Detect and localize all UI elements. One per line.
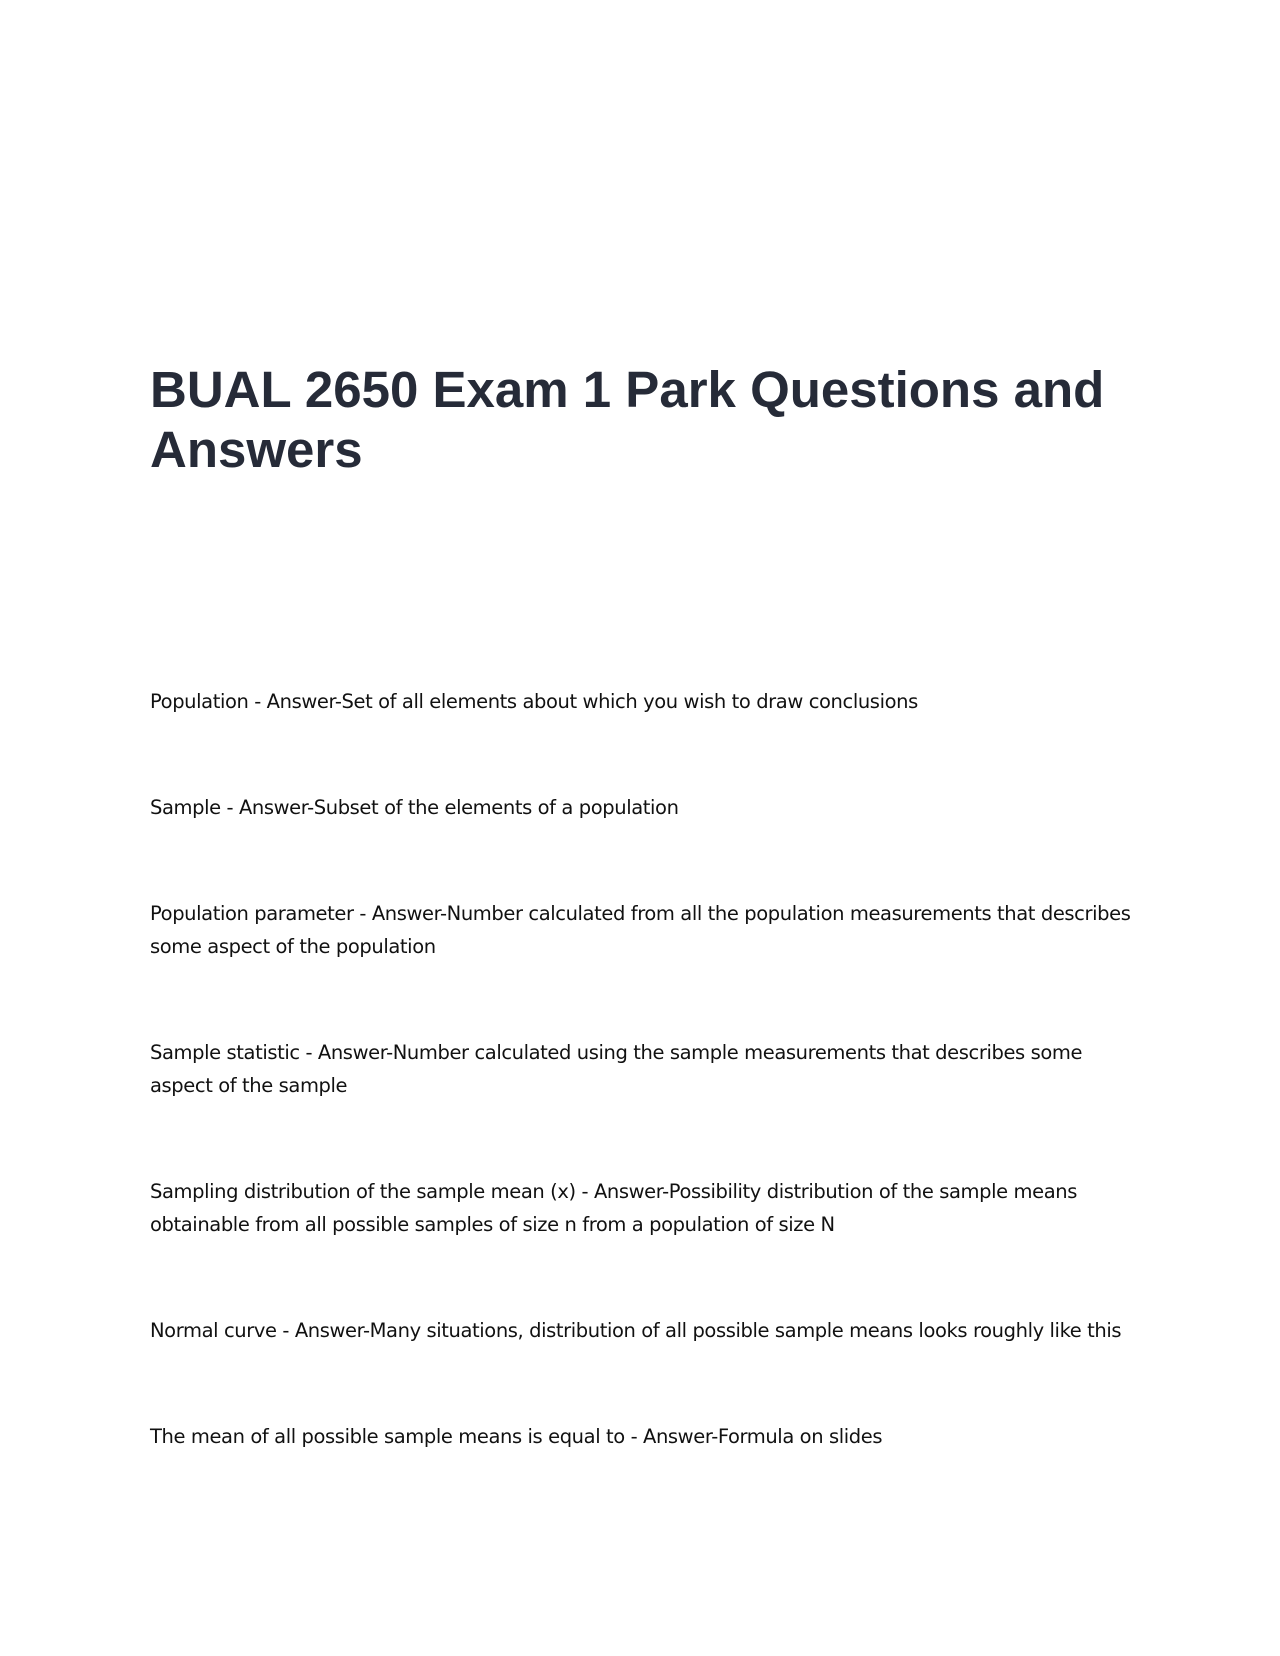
qa-item-population-parameter: Population parameter - Answer-Number calculated from all the population measurements that describes some aspect of the population — [150, 902, 1131, 958]
qa-item-normal-curve: Normal curve - Answer-Many situations, distribution of all possible sample means looks roughly like this — [150, 1319, 1122, 1342]
qa-item-sample: Sample - Answer-Subset of the elements of a population — [150, 796, 679, 819]
qa-item-sample-statistic: Sample statistic - Answer-Number calculated using the sample measurements that describes some aspect of the sample — [150, 1041, 1083, 1097]
qa-item-population: Population - Answer-Set of all elements about which you wish to draw conclusions — [150, 690, 918, 713]
document-title: BUAL 2650 Exam 1 Park Questions and Answers — [150, 361, 1105, 478]
qa-item-sampling-distribution: Sampling distribution of the sample mean (x) - Answer-Possibility distribution of the sample means obtainable from all possible samples of size n from a population of size N — [150, 1180, 1078, 1236]
qa-item-mean-of-sample-means: The mean of all possible sample means is equal to - Answer-Formula on slides — [150, 1425, 883, 1448]
